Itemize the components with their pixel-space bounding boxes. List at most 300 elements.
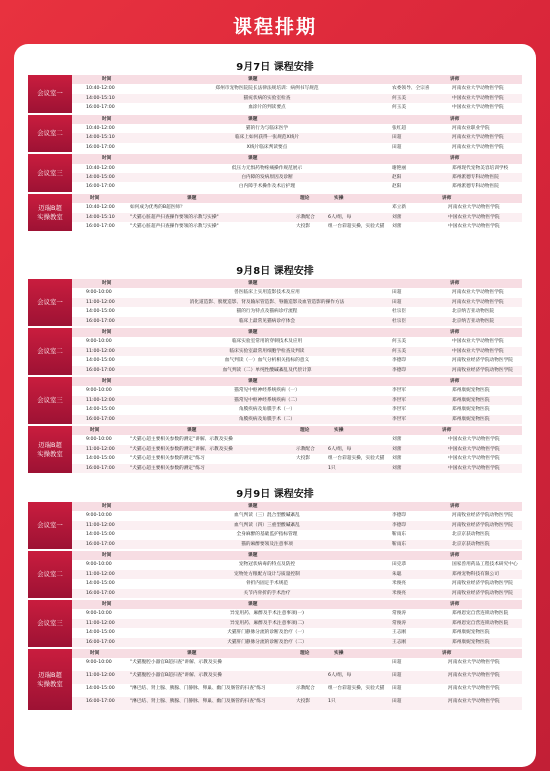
lecturer-name: 田克恭 [392,562,407,568]
header-course: 课题 [187,195,197,201]
lecturer-org: 河南牧业经济学院动物医学院 [452,358,513,364]
table-row [72,337,522,346]
session-time: 16:00-17:00 [86,223,115,229]
session-time: 16:00-17:00 [86,416,115,422]
session-time: 14:00-15:00 [86,532,115,538]
table-row [72,143,522,152]
session-topic: 骨折内固定手术规范 [245,581,289,587]
day-title: 9月9日 课程安排 [236,489,314,500]
table-row [72,213,522,222]
header-course: 课题 [248,330,258,335]
table-row [72,671,522,684]
lecturer-name: 刘蕾 [392,465,402,471]
header-course: 课题 [248,553,258,558]
header-time: 时间 [90,195,100,201]
room-label: 会议室三 [28,600,72,647]
lecturer-org: 郑州康妮宠物医院 [452,407,490,413]
session-topic: 异宠用药、麻醉及手术注意事项(一) [230,611,304,617]
schedule-table [72,279,522,326]
table-row [72,347,522,356]
table-row [72,521,522,530]
table-row [72,579,522,588]
session-time: 16:00-17:00 [86,184,115,190]
header-time: 时间 [102,77,112,82]
lecturer-org: 河南农业大学动物医学院 [452,135,504,141]
lecturer-org: 中国农业大学动物医学院 [448,214,500,220]
header-lecturer: 讲师 [450,504,460,509]
schedule-table [72,328,522,375]
table-row [72,464,522,473]
session-time: 9:00-10:00 [86,388,112,394]
header-theory: 理论 [300,195,310,201]
lecturer-name: 谢艳丽 [392,165,407,171]
table-header [72,115,522,124]
lecturer-name: 田超 [392,660,402,666]
session-time: 16:00-17:00 [86,590,115,596]
lecturer-name: 靳雨东 [392,532,407,538]
header-course: 课题 [248,504,258,509]
session-topic: 犬猫肝门静脉分流的诊断及治疗（一） [227,630,307,636]
room-section [28,551,522,598]
table-row [72,103,522,112]
lecturer-org: 国家兽用药品工程技术研究中心 [452,562,518,568]
table-row [72,684,522,697]
header-course: 课题 [248,156,258,162]
session-topic: 宠物处方粮配方设计与质量控制 [234,571,300,577]
table-row [72,697,522,710]
table-row [72,298,522,307]
session-time: 9:00-10:00 [86,290,112,296]
session-topic: 低压力无惧药物疼痛操作规范展示 [231,165,303,171]
header-time: 时间 [102,156,112,162]
lecturer-org: 郑州恩宠自营连锁动物医院 [452,620,509,626]
session-time: 16:00-17:00 [86,144,115,150]
header-lecturer: 讲师 [442,428,452,433]
header-theory: 理论 [300,651,310,656]
lecturer-name: 李世军 [392,388,407,394]
session-time: 16:00-17:00 [86,465,115,471]
room-section [28,426,522,473]
room-section [28,115,522,153]
schedule-table [72,115,522,153]
header-time: 时间 [90,651,100,656]
table-header [72,154,522,163]
schedule-table [72,426,522,473]
session-topic: 角膜疾病及角膜手术（一） [238,407,296,413]
session-topic: "淋巴结、肾上腺、胰腺、门静脉、卵巢、幽门及肠管的扫查"练习 [130,686,266,692]
table-row [72,173,522,182]
lecturer-org: 郑州恩宠自营连锁动物医院 [452,611,509,617]
session-time: 14:00-15:10 [86,95,115,101]
header-lecturer: 讲师 [450,553,460,558]
session-time: 14:00-15:00 [86,309,115,315]
lecturer-name: 王志刚 [392,639,407,645]
lecturer-org: 郑州康妮宠物医院 [452,630,490,636]
session-topic: 角膜疾病及角膜手术（二） [238,416,296,422]
lecturer-name: 邓立新 [392,205,407,211]
session-time: 16:00-17:00 [86,367,115,373]
session-topic: 全身麻醉的基础监护指标管理 [236,532,298,538]
header-practice: 实操 [334,428,344,433]
session-time: 16:00-17:00 [86,541,115,547]
practice-note: 6人/组，每 [328,214,352,220]
table-row [72,560,522,569]
header-time: 时间 [102,602,112,607]
table-row [72,570,522,579]
room-label: 会议室一 [28,502,72,549]
lecturer-org: 北京京获动物医院 [452,532,490,538]
session-topic: 关节内骨折的手术治疗 [243,590,291,596]
header-course: 课题 [248,379,258,384]
lecturer-org: 中国农业大学动物医学院 [448,456,500,462]
lecturer-name: 李德印 [392,358,407,364]
lecturer-name: 田超 [392,673,402,679]
day-title: 9月7日 课程安排 [236,62,314,73]
lecturer-org: 中国农业大学动物医学院 [448,437,500,443]
session-topic: 兽医临床上实用造影技术及应用 [234,290,300,296]
lecturer-name: 何玉美 [392,95,407,101]
lecturer-name: 农委领导、仝宗喜 [392,86,430,92]
room-section [28,328,522,375]
header-course: 课题 [248,281,258,286]
lecturer-org: 中国农业大学动物医学院 [448,223,500,229]
table-row [72,222,522,231]
lecturer-name: 常俊涛 [392,611,407,617]
table-header [72,75,522,84]
session-time: 16:00-17:00 [86,699,115,705]
lecturer-org: 河南农业大学动物医学院 [448,660,500,666]
lecturer-name: 刘蕾 [392,456,402,462]
header-lecturer: 讲师 [450,156,460,162]
lecturer-name: 常俊涛 [392,620,407,626]
table-row [72,317,522,326]
session-time: 10:40-12:00 [86,205,115,211]
session-topic: 白内障的发病原因及诊断 [241,174,293,180]
lecturer-org: 河南牧业经济学院动物医学院 [452,513,513,519]
lecturer-name: 刘蕾 [392,214,402,220]
session-time: 14:00-15:10 [86,214,115,220]
session-topic: "犬猫心超主要相关参数的测定"练习 [130,465,205,471]
session-time: 9:00-10:00 [86,339,112,345]
lecturer-org: 郑州派德专科动物医院 [452,174,499,180]
schedule-table [72,502,522,549]
session-time: 14:00-15:00 [86,358,115,364]
table-header [72,279,522,288]
session-time: 14:00-15:00 [86,686,115,692]
lecturer-org: 郑州派德专科动物医院 [452,184,499,190]
lecturer-org: 中国农业大学动物医学院 [448,465,500,471]
session-topic: 消化道造影、膀胱造影、肾及输尿管造影、脊髓造影及血管造影的操作方法 [189,299,345,305]
table-header [72,426,522,435]
room-label: 会议室三 [28,154,72,192]
header-lecturer: 讲师 [450,77,460,82]
header-time: 时间 [102,116,112,122]
header-course: 课题 [248,116,258,122]
table-row [72,619,522,628]
header-lecturer: 讲师 [450,379,460,384]
table-header [72,551,522,560]
header-time: 时间 [102,379,112,384]
lecturer-org: 郑州康妮宠物医院 [452,397,490,403]
header-time: 时间 [90,428,100,433]
lecturer-org: 河南牧业经济学院动物医学院 [452,522,513,528]
lecturer-name: 田超 [392,686,402,692]
header-lecturer: 讲师 [450,602,460,607]
lecturer-name: 刘蕾 [392,446,402,452]
lecturer-org: 中国农业大学动物医学院 [448,446,500,452]
room-label: 迈瑞B超 实操教室 [28,426,72,473]
table-row [72,182,522,191]
lecturer-name: 米俊亮 [392,581,407,587]
theory-note: 示教配合 [296,446,315,452]
room-label: 会议室二 [28,551,72,598]
lecturer-org: 河南农业大学动物医学院 [448,673,500,679]
room-section [28,649,522,710]
lecturer-org: 中国农业大学动物医学院 [452,348,504,354]
session-topic: 猫疣状病的实验室检查 [243,95,291,101]
table-row [72,203,522,212]
session-topic: 临床上最常见猫病诊疗体会 [238,318,296,324]
session-topic: 临床实验室最常用细胞学检查及判读 [229,348,305,354]
session-time: 14:00-15:00 [86,581,115,587]
schedule-table [72,377,522,424]
lecturer-org: 河南牧业经济学院动物医学院 [452,367,513,373]
room-label: 会议室二 [28,328,72,375]
lecturer-org: 北京纳吉亚动物医院 [452,309,495,315]
table-row [72,288,522,297]
lecturer-org: 河南农业大学动物医学院 [452,299,504,305]
table-header [72,328,522,337]
session-time: 9:00-10:00 [86,660,112,666]
lecturer-org: 郑州康妮宠物医院 [452,639,490,645]
lecturer-name: 李德印 [392,522,407,528]
session-topic: "犬猫心超主要相关参数的测定"练习 [130,456,205,462]
room-section [28,377,522,424]
lecturer-name: 李德印 [392,367,407,373]
lecturer-org: 郑州现代宠物美容培训学校 [452,165,509,171]
page-title: 课程排期 [232,16,317,38]
header-lecturer: 讲师 [450,330,460,335]
theory-note: 大投影 [296,699,311,705]
lecturer-name: 何玉美 [392,105,407,111]
table-row [72,366,522,375]
schedule-table [72,194,522,232]
session-time: 14:00-15:10 [86,135,115,141]
lecturer-name: 靳雨东 [392,541,407,547]
session-time: 11:00-12:00 [86,620,115,626]
room-label: 迈瑞B超 实操教室 [28,194,72,232]
lecturer-org: 河南农业大学动物医学院 [448,686,500,692]
room-label: 会议室一 [28,279,72,326]
session-topic: 异宠用药、麻醉及手术注意事项(二) [230,620,304,626]
theory-note: 大投影 [296,223,311,229]
lecturer-name: 赵阳 [392,174,402,180]
table-row [72,530,522,539]
theory-note: 示教配合 [296,214,315,220]
table-row [72,540,522,549]
lecturer-org: 河南农业大学动物医学院 [452,86,504,92]
session-time: 14:00-15:00 [86,456,115,462]
schedule-table [72,551,522,598]
session-time: 16:00-17:00 [86,639,115,645]
lecturer-org: 北京纳吉亚动物医院 [452,318,495,324]
room-label: 会议室一 [28,75,72,113]
header-lecturer: 讲师 [442,195,452,201]
table-row [72,445,522,454]
session-time: 16:00-17:00 [86,318,115,324]
room-section [28,194,522,232]
session-topic: "犬猫心脏超声扫查操作要领的示教与实操" [130,214,219,220]
session-time: 11:00-12:00 [86,397,115,403]
lecturer-name: 李德印 [392,513,407,519]
session-time: 14:00-15:00 [86,407,115,413]
practice-note: 6人/组，每 [328,673,352,679]
lecturer-name: 刘蕾 [392,223,402,229]
lecturer-org: 河南牧业经济学院动物医学院 [452,581,513,587]
header-lecturer: 讲师 [450,281,460,286]
session-time: 11:00-12:00 [86,299,115,305]
session-topic: 白内障手术操作及术后护理 [238,184,296,190]
session-time: 11:00-12:00 [86,348,115,354]
session-topic: 血气判读（二）单纯性酸碱紊乱及代偿计算 [222,367,312,373]
table-row [72,396,522,405]
practice-note: 1只 [328,465,336,471]
session-topic: X线片临床判读要点 [246,144,288,150]
session-topic: "犬猫心超主要相关参数的测定"讲解、示教及实操 [130,446,233,452]
theory-note: 大投影 [296,456,311,462]
room-section [28,154,522,192]
room-section [28,75,522,113]
session-topic: 犬猫肝门静脉分流的诊断及治疗（二） [227,639,307,645]
table-header [72,649,522,658]
lecturer-name: 朱聪 [392,571,402,577]
table-header [72,600,522,609]
room-section [28,600,522,647]
session-topic: "犬猫心超主要相关参数的测定"讲解、示教及实操 [130,437,233,443]
table-row [72,454,522,463]
session-time: 11:00-12:00 [86,446,115,452]
lecturer-name: 田超 [392,135,402,141]
session-topic: 血气判读（四）三重型酸碱紊乱 [234,522,300,528]
session-topic: 临床实验室常用的穿刺技术及应用 [231,339,303,345]
lecturer-name: 何玉美 [392,339,407,345]
session-topic: 猫的麻醉要领及注意事项 [241,541,293,547]
lecturer-org: 北京京获动物医院 [452,541,490,547]
table-row [72,609,522,618]
header-practice: 实操 [334,651,344,656]
lecturer-name: 李世军 [392,397,407,403]
session-time: 9:00-10:00 [86,437,112,443]
lecturer-name: 张红超 [392,125,407,131]
table-row [72,356,522,365]
header-practice: 实操 [334,195,344,201]
table-row [72,511,522,520]
session-time: 10:40-12:00 [86,125,115,131]
schedule-table [72,600,522,647]
lecturer-org: 中国农业大学动物医学院 [452,95,504,101]
session-topic: "犬猫腹腔小器官B超扫查"讲解、示教及实操 [130,660,222,666]
lecturer-org: 郑州宠物科技有限公司 [452,571,499,577]
session-topic: 猫的行为特点及猫病诊疗流程 [236,309,298,315]
practice-note: 组一台彩超实操，实验犬猫 [328,686,385,692]
table-row [72,84,522,93]
lecturer-org: 郑州康妮宠物医院 [452,416,490,422]
lecturer-name: 李世军 [392,416,407,422]
lecturer-org: 河南农业大学动物医学院 [452,144,504,150]
room-section [28,279,522,326]
table-row [72,94,522,103]
lecturer-name: 李世军 [392,407,407,413]
lecturer-org: 中国农业大学动物医学院 [452,105,504,111]
session-topic: 血气判读（三）混合型酸碱紊乱 [234,513,300,519]
lecturer-org: 中国农业大学动物医学院 [452,339,504,345]
session-time: 11:00-12:00 [86,571,115,577]
lecturer-org: 河南牧业经济学院动物医学院 [452,590,513,596]
header-course: 课题 [248,77,258,82]
lecturer-name: 王志刚 [392,630,407,636]
practice-note: 组一台彩超实操，实验犬猫 [328,223,385,229]
session-time: 9:00-10:00 [86,562,112,568]
header-lecturer: 讲师 [442,651,452,656]
session-topic: "淋巴结、肾上腺、胰腺、门静脉、卵巢、幽门及肠管的扫查"练习 [130,699,266,705]
table-row [72,435,522,444]
lecturer-name: 刘蕾 [392,437,402,443]
session-topic: 血涂片的判读要点 [248,105,286,111]
session-topic: 猫常见中枢神经系统疾病（二） [234,397,300,403]
session-time: 14:00-15:00 [86,174,115,180]
day-title: 9月8日 课程安排 [236,266,314,277]
schedule-table [72,154,522,192]
session-time: 11:00-12:00 [86,673,115,679]
session-topic: 如何成为优秀的B超医师？ [130,205,185,211]
header-time: 时间 [102,281,112,286]
session-topic: 宠物冠状病毒的特点及防控 [238,562,296,568]
session-time: 11:00-12:00 [86,522,115,528]
header-theory: 理论 [300,428,310,433]
lecturer-org: 河南农业职业学院 [452,125,490,131]
lecturer-org: 河南农业大学动物医学院 [452,290,504,296]
room-label: 会议室二 [28,115,72,153]
table-row [72,405,522,414]
table-row [72,638,522,647]
lecturer-name: 杜宗臣 [392,318,407,324]
table-row [72,415,522,424]
session-topic: "犬猫腹腔小器官B超扫查"讲解、示教及实操 [130,673,222,679]
schedule-table [72,75,522,113]
header-time: 时间 [102,330,112,335]
session-topic: 血气判读（一）血气分析相关指标的意义 [224,358,310,364]
header-course: 课题 [187,428,197,433]
lecturer-org: 河南农业大学动物医学院 [448,699,500,705]
table-header [72,502,522,511]
lecturer-name: 田超 [392,699,402,705]
schedule-sheet [14,44,536,767]
lecturer-name: 米俊亮 [392,590,407,596]
session-topic: 猫的行为与临床医学 [245,125,289,131]
room-label: 迈瑞B超 实操教室 [28,649,72,710]
lecturer-name: 田超 [392,290,402,296]
table-row [72,589,522,598]
header-time: 时间 [102,553,112,558]
session-topic: "犬猫心脏超声扫查操作要领的示教与实操" [130,223,219,229]
practice-note: 1只 [328,699,336,705]
table-row [72,133,522,142]
session-topic: 猫常见中枢神经系统疾病（一） [234,388,300,394]
practice-note: 6人/组，每 [328,446,352,452]
schedule-table [72,649,522,710]
session-time: 9:00-10:00 [86,611,112,617]
session-time: 16:00-17:00 [86,105,115,111]
